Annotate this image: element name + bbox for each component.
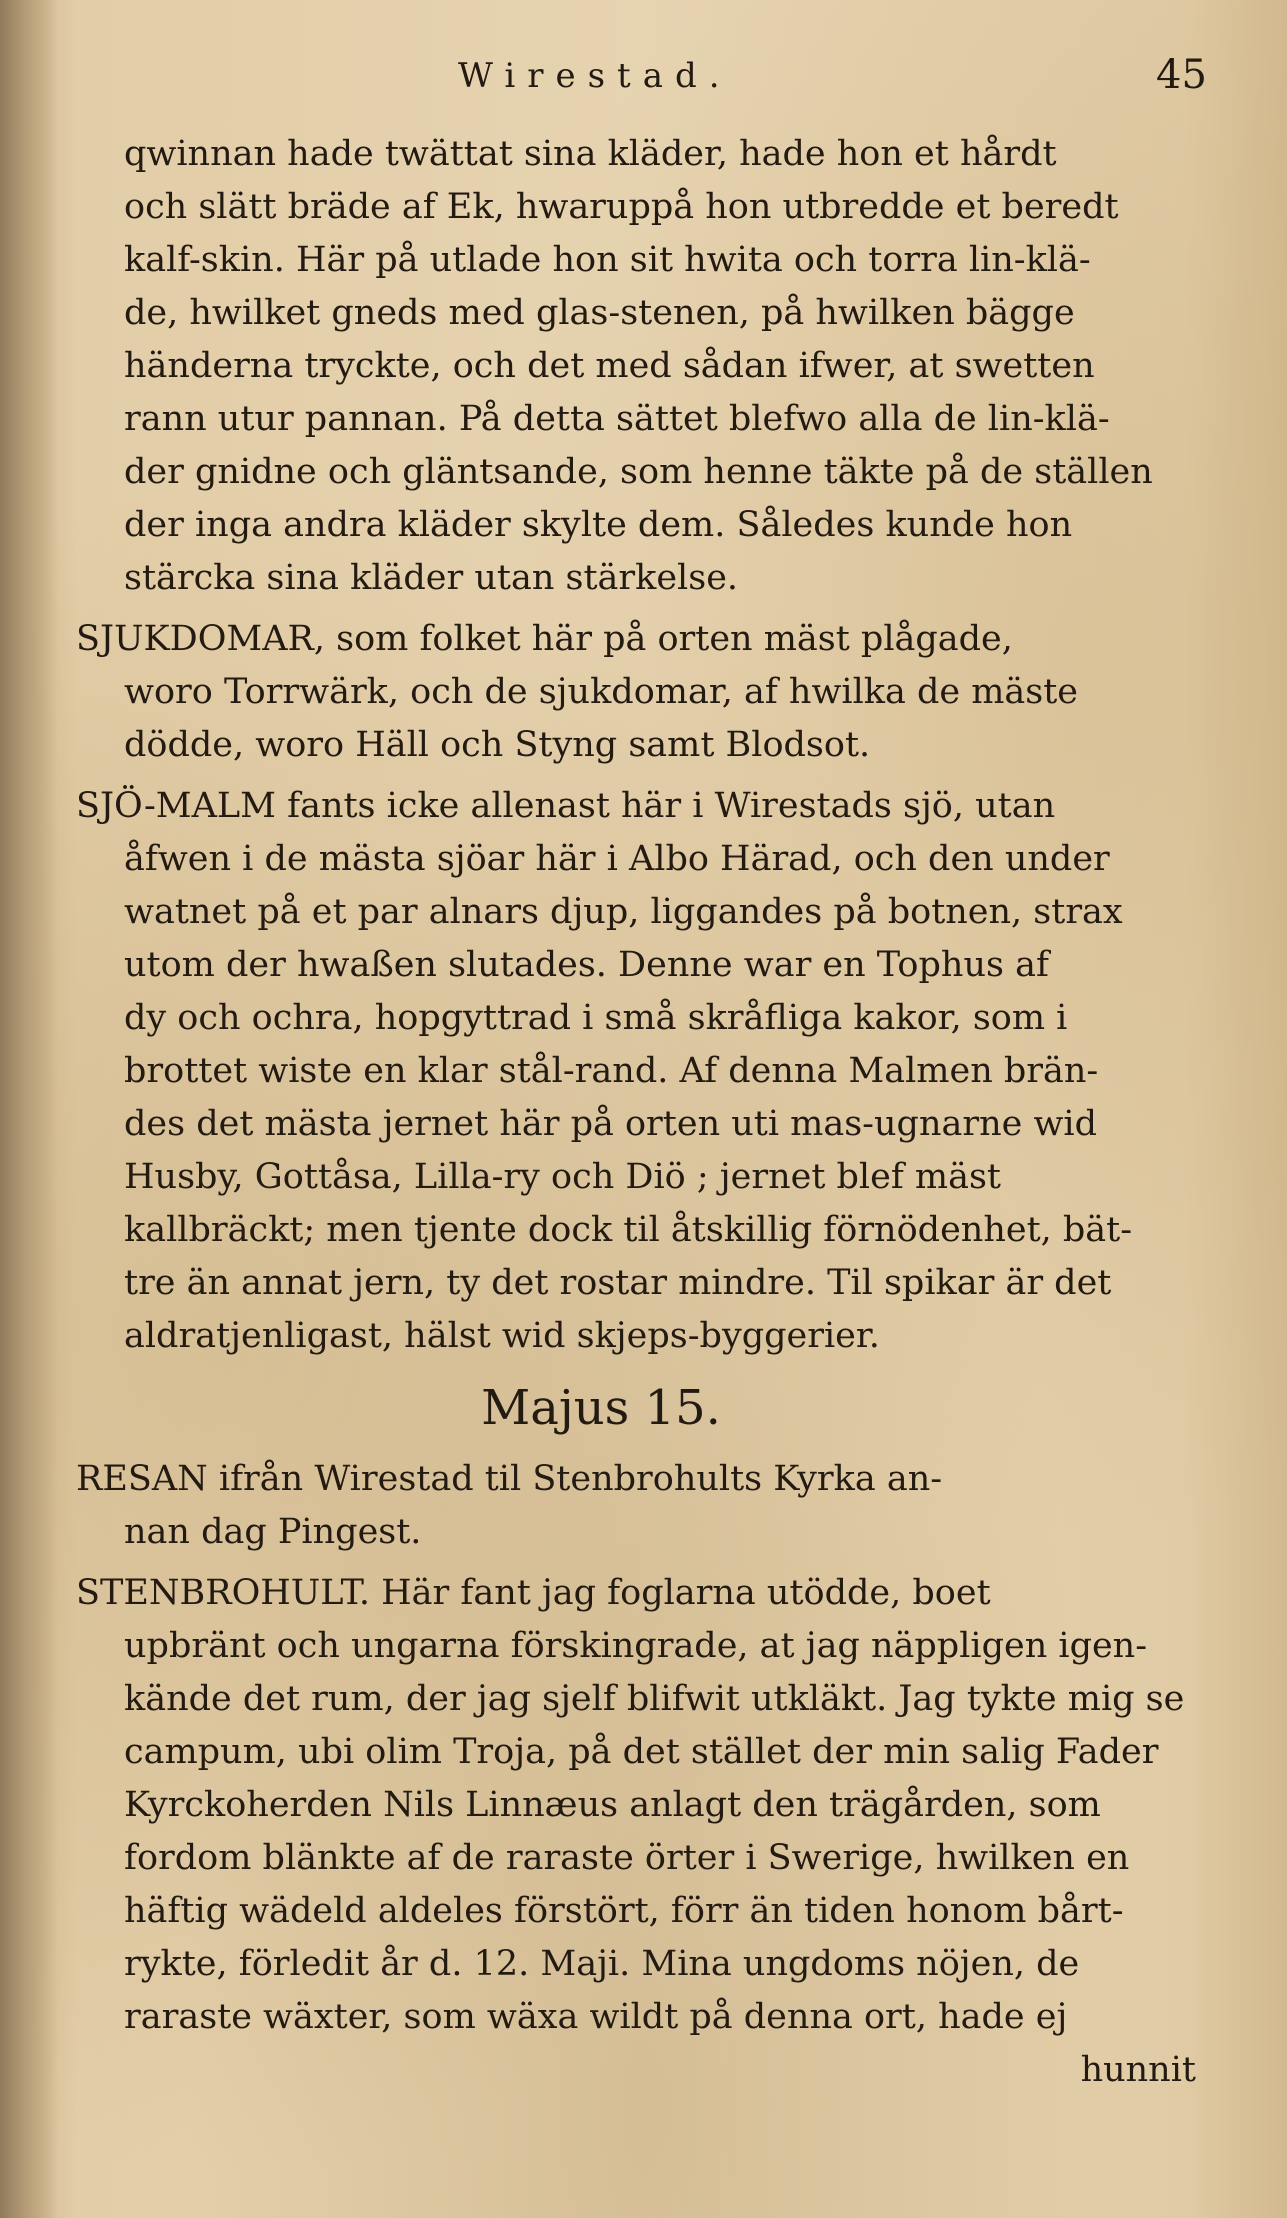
paragraph-spacer — [76, 605, 1216, 613]
text-line: kallbräckt; men tjente dock til åtskillig förnödenhet, bät- — [124, 1210, 1133, 1250]
text-line: rann utur pannan. På detta sättet blefwo alla de lin-klä- — [124, 399, 1110, 439]
page-header — [0, 52, 1287, 112]
catchword: hunnit — [1080, 2050, 1196, 2090]
text-line: Husby, Gottåsa, Lilla-ry och Diö ; jernet blef mäst — [124, 1157, 1001, 1197]
text-line: fordom blänkte af de raraste örter i Swerige, hwilken en — [124, 1838, 1130, 1878]
text-line: SJÖ-MALM fants icke allenast här i Wirestads sjö, utan — [76, 786, 1056, 826]
text-line: dödde, woro Häll och Styng samt Blodsot. — [124, 725, 871, 765]
text-line: tre än annat jern, ty det rostar mindre. Til spikar är det — [124, 1263, 1112, 1303]
text-line: dy och ochra, hopgyttrad i små skråfliga kakor, som i — [124, 998, 1068, 1038]
text-line: och slätt bräde af Ek, hwaruppå hon utbredde et beredt — [124, 187, 1119, 227]
section-date-heading: Majus 15. — [481, 1380, 721, 1436]
page-gutter-shadow — [0, 0, 58, 2218]
text-line: RESAN ifrån Wirestad til Stenbrohults Kyrka an- — [76, 1459, 943, 1499]
paragraph-resan — [76, 1453, 1216, 1559]
body-text — [76, 128, 1216, 2097]
text-line: qwinnan hade twättat sina kläder, hade hon et hårdt — [124, 134, 1057, 174]
text-line: upbränt och ungarna förskingrade, at jag näppligen igen- — [124, 1626, 1148, 1666]
text-line: åfwen i de mästa sjöar här i Albo Härad, och den under — [124, 839, 1110, 879]
text-line: de, hwilket gneds med glas-stenen, på hwilken bägge — [124, 293, 1075, 333]
paragraph-linen-pressing — [76, 128, 1216, 605]
text-line: kalf-skin. Här på utlade hon sit hwita och torra lin-klä- — [124, 240, 1091, 280]
text-line: raraste wäxter, som wäxa wildt på denna ort, hade ej — [124, 1997, 1068, 2037]
text-line: brottet wiste en klar stål-rand. Af denna Malmen brän- — [124, 1051, 1099, 1091]
text-line: utom der hwaßen slutades. Denne war en Tophus af — [124, 945, 1049, 985]
text-line: SJUKDOMAR, som folket här på orten mäst plågade, — [76, 619, 1013, 659]
text-line: kände det rum, der jag sjelf blifwit utkläkt. Jag tykte mig se — [124, 1679, 1185, 1719]
text-line: nan dag Pingest. — [124, 1512, 422, 1552]
text-line: händerna tryckte, och det med sådan ifwer, at swetten — [124, 346, 1095, 386]
running-head: Wirestad. — [458, 56, 732, 96]
paragraph-stenbrohult — [76, 1567, 1216, 2097]
page-number: 45 — [1156, 52, 1207, 98]
text-line: watnet på et par alnars djup, liggandes på botnen, strax — [124, 892, 1123, 932]
text-line: aldratjenligast, hälst wid skjeps-byggerier. — [124, 1316, 880, 1356]
text-line: häftig wädeld aldeles förstört, förr än tiden honom bårt- — [124, 1891, 1124, 1931]
text-line: der gnidne och gläntsande, som henne täkte på de ställen — [124, 452, 1153, 492]
text-line: Kyrckoherden Nils Linnæus anlagt den trägården, som — [124, 1785, 1101, 1825]
text-line: der inga andra kläder skylte dem. Således kunde hon — [124, 505, 1073, 545]
paragraph-spacer — [76, 772, 1216, 780]
text-line: stärcka sina kläder utan stärkelse. — [124, 558, 739, 598]
paragraph-sjo-malm — [76, 780, 1216, 1363]
text-line: woro Torrwärk, och de sjukdomar, af hwilka de mäste — [124, 672, 1079, 712]
text-line: des det mästa jernet här på orten uti mas-ugnarne wid — [124, 1104, 1098, 1144]
text-line: campum, ubi olim Troja, på det stället der min salig Fader — [124, 1732, 1159, 1772]
text-line: rykte, förledit år d. 12. Maji. Mina ungdoms nöjen, de — [124, 1944, 1080, 1984]
paragraph-sjukdomar — [76, 613, 1216, 772]
text-line: STENBROHULT. Här fant jag foglarna utödde, boet — [76, 1573, 991, 1613]
paragraph-spacer — [76, 1559, 1216, 1567]
